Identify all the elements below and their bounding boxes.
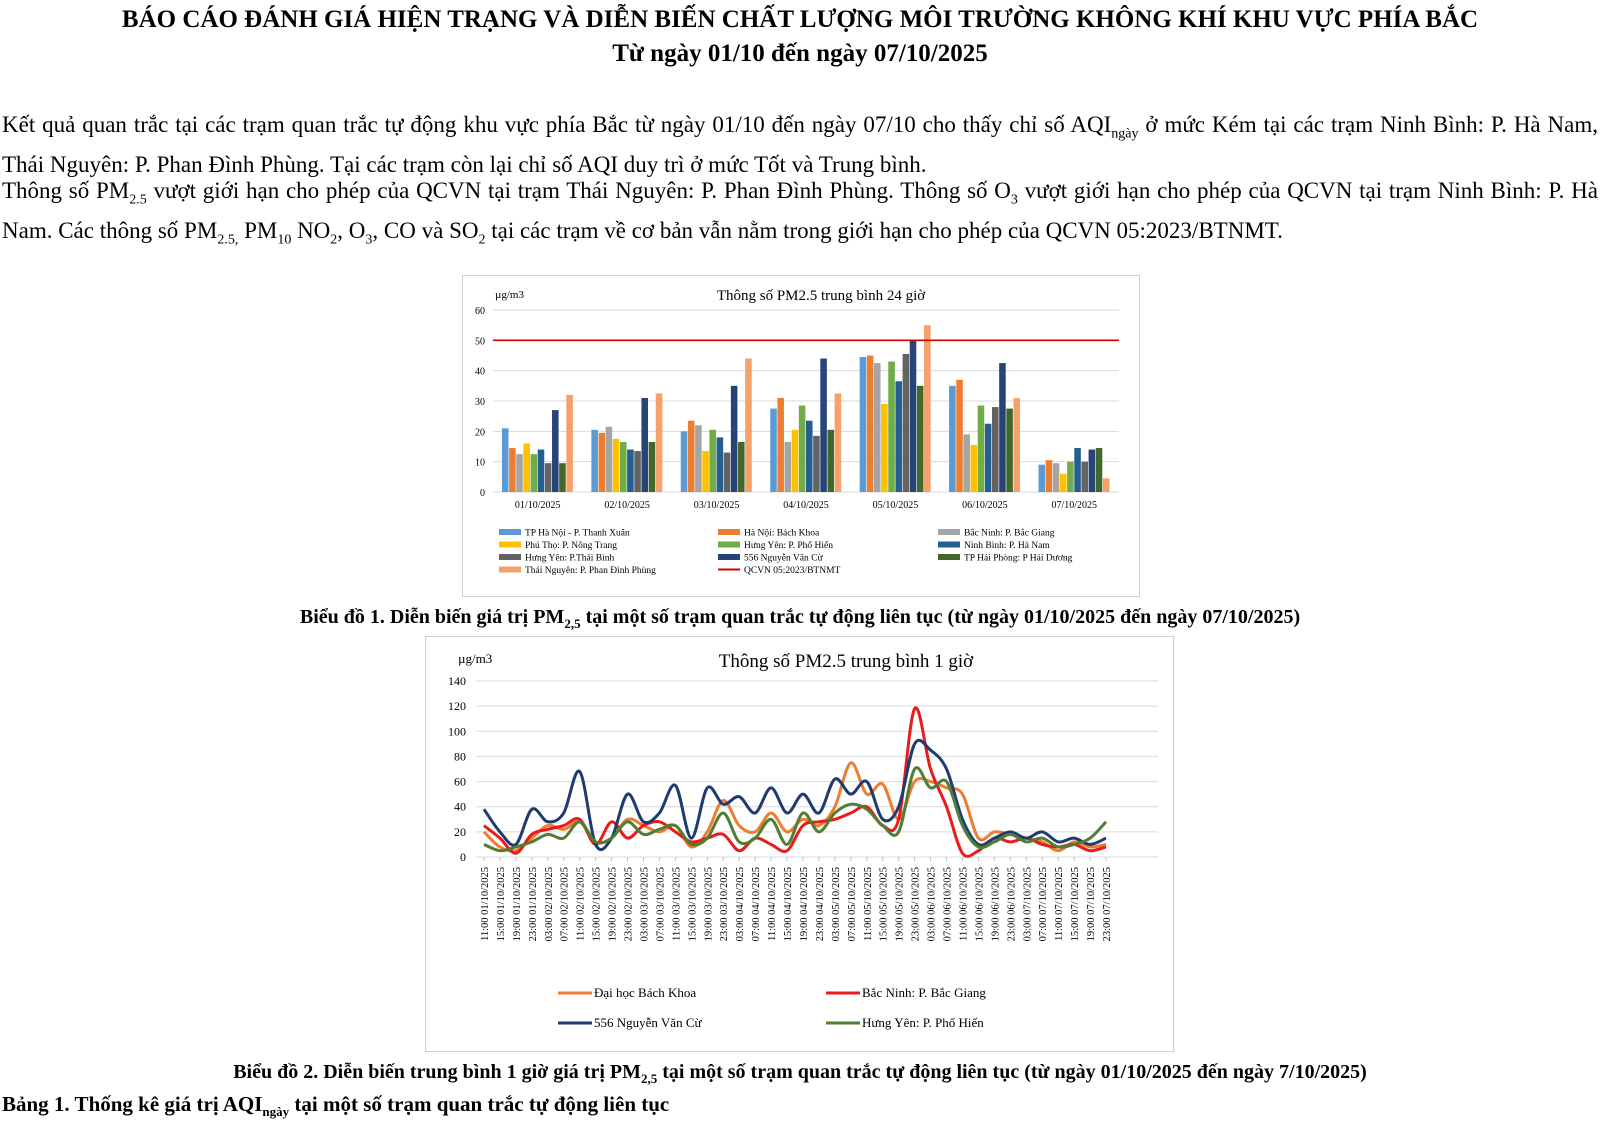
chart1-bar <box>1013 398 1020 492</box>
chart2-xtick: 23:00 07/10/2025 <box>1102 867 1114 942</box>
chart2-xtick: 19:00 02/10/2025 <box>607 867 619 942</box>
paragraph-aqi-b: ở mức Kém tại các trạm Ninh Bình: P. Hà Nam, Thái Nguyên: P. Phan Đình Phùng. Tại các trạm còn lại chỉ số AQI duy trì ở mức Tốt và Trung bình. <box>2 112 1598 177</box>
chart1-bar <box>813 436 820 492</box>
chart-pm25-1h-box <box>425 636 1174 1052</box>
chart2-ytick: 100 <box>448 724 466 739</box>
chart2-xtick: 11:00 06/10/2025 <box>958 867 970 941</box>
chart1-bar <box>860 357 867 492</box>
chart2-xtick: 23:00 03/10/2025 <box>719 867 731 942</box>
chart1-bar <box>552 410 559 492</box>
chart1-bar <box>985 424 992 492</box>
chart1-bar <box>917 386 924 492</box>
p2-c: vượt giới hạn cho phép của QCVN tại trạm Ninh Bình: P. Hà Nam. Các thông số PM <box>2 178 1598 243</box>
chart1-ytick: 20 <box>475 427 485 439</box>
chart2-ytick: 140 <box>448 674 466 688</box>
chart1-bar <box>591 430 598 492</box>
chart1-legend-label: Bắc Ninh: P. Bắc Giang <box>964 528 1055 539</box>
chart2-xtick: 15:00 05/10/2025 <box>878 867 890 942</box>
chart1-legend-swatch <box>718 529 740 535</box>
chart1-bar <box>606 427 613 492</box>
p2-sub1: 2.5 <box>129 192 147 208</box>
chart2-xtick: 03:00 04/10/2025 <box>735 867 747 942</box>
p2-e: NO <box>291 217 331 243</box>
p2-g: , CO và SO <box>372 217 479 243</box>
chart1-bar <box>599 433 606 492</box>
chart1-bar <box>627 450 634 492</box>
chart1-bar <box>613 439 620 492</box>
chart2-ytick: 20 <box>454 824 466 839</box>
chart1-legend-label: Ninh Bình: P. Hà Nam <box>964 541 1050 551</box>
p2-d: PM <box>238 217 278 243</box>
chart1-bar <box>649 442 656 492</box>
chart1-legend-swatch <box>718 542 740 548</box>
chart1-xtick: 06/10/2025 <box>962 500 1008 511</box>
chart1-bar <box>1046 460 1053 492</box>
chart2-xtick: 03:00 06/10/2025 <box>926 867 938 942</box>
p2-sub6: 3 <box>365 232 373 248</box>
chart-pm25-1h <box>426 637 1173 1051</box>
chart1-bar <box>620 442 627 492</box>
chart1-bar <box>924 325 931 492</box>
chart2-xtick: 11:00 07/10/2025 <box>1054 867 1066 941</box>
chart1-legend-swatch <box>938 554 960 560</box>
chart2-caption <box>0 1061 1600 1087</box>
paragraph-aqi <box>2 110 1598 180</box>
chart2-legend-label: 556 Nguyễn Văn Cừ <box>594 1015 702 1030</box>
table1-label <box>2 1092 669 1120</box>
p2-sub7: 2 <box>478 232 486 248</box>
p2-f: , O <box>337 217 366 243</box>
chart1-legend-label: Hưng Yên: P. Phố Hiến <box>744 541 833 551</box>
chart2-xtick: 15:00 07/10/2025 <box>1070 867 1082 942</box>
chart1-bar <box>1067 462 1074 492</box>
chart1-bar <box>702 451 709 492</box>
p2-sub3: 2.5, <box>217 232 239 248</box>
chart2-xtick: 11:00 02/10/2025 <box>575 867 587 941</box>
chart1-xtick: 05/10/2025 <box>872 500 919 511</box>
chart1-xtick: 07/10/2025 <box>1051 500 1098 511</box>
chart2-xtick: 15:00 01/10/2025 <box>495 867 507 942</box>
chart1-title: Thông số PM2.5 trung bình 24 giờ <box>716 288 926 304</box>
paragraph-parameters <box>2 176 1598 255</box>
chart2-xtick: 15:00 02/10/2025 <box>591 867 603 942</box>
chart2-xtick: 23:00 01/10/2025 <box>527 867 539 942</box>
chart1-ytick: 0 <box>480 488 485 499</box>
chart2-legend-label: Hưng Yên: P. Phố Hiến <box>862 1015 984 1030</box>
p2-b: vượt giới hạn cho phép của QCVN tại trạm Thái Nguyên: P. Phan Đình Phùng. Thông số O <box>146 178 1011 203</box>
chart1-bar <box>777 398 784 492</box>
chart1-bar <box>1096 448 1103 492</box>
paragraph-aqi-a: Kết quả quan trắc tại các trạm quan trắc tự động khu vực phía Bắc từ ngày 01/10 đến ngày 07/10 cho thấy chỉ số AQI <box>2 112 1112 137</box>
chart2-xtick: 11:00 05/10/2025 <box>862 867 874 941</box>
chart1-ytick: 30 <box>475 397 485 408</box>
chart2-xtick: 23:00 04/10/2025 <box>814 867 826 942</box>
table1-label-a: Bảng 1. Thống kê giá trị AQI <box>2 1092 263 1116</box>
chart1-legend-label: QCVN 05:2023/BTNMT <box>744 566 841 576</box>
chart1-bar <box>717 437 724 492</box>
p2-a: Thông số PM <box>2 178 130 203</box>
chart1-xtick: 01/10/2025 <box>514 500 561 511</box>
chart2-xtick: 11:00 01/10/2025 <box>479 867 491 941</box>
chart2-xtick: 15:00 04/10/2025 <box>783 867 795 942</box>
chart2-xtick: 11:00 03/10/2025 <box>671 867 683 941</box>
chart-pm25-24h-box <box>462 275 1140 597</box>
chart1-bar <box>531 454 538 492</box>
chart1-bar <box>523 443 530 492</box>
chart1-bar <box>903 354 910 492</box>
chart1-bar <box>785 442 792 492</box>
chart1-bar <box>963 434 970 492</box>
chart1-bar <box>956 380 963 492</box>
chart2-ylabel: µg/m3 <box>458 651 493 666</box>
chart1-ytick: 60 <box>475 306 485 317</box>
chart2-xtick: 15:00 06/10/2025 <box>974 867 986 942</box>
chart1-legend-label: Hà Nội: Bách Khoa <box>744 528 820 539</box>
chart1-bar <box>1103 478 1110 492</box>
chart1-bar <box>1006 409 1013 492</box>
chart2-xtick: 03:00 07/10/2025 <box>1022 867 1034 942</box>
chart2-ytick: 0 <box>460 850 466 864</box>
chart1-bar <box>509 448 516 492</box>
chart2-xtick: 19:00 03/10/2025 <box>703 867 715 942</box>
chart1-legend-label: Phú Thọ: P. Nông Trang <box>525 541 617 551</box>
chart1-bar <box>799 406 806 492</box>
chart1-bar <box>992 407 999 492</box>
chart2-xtick: 23:00 02/10/2025 <box>623 867 635 942</box>
chart2-xtick: 15:00 03/10/2025 <box>687 867 699 942</box>
chart1-bar <box>731 386 738 492</box>
chart1-caption-sub: 2,5 <box>564 616 581 631</box>
chart1-legend-swatch <box>499 567 521 573</box>
table1-label-b: tại một số trạm quan trắc tự động liên tục <box>289 1092 670 1116</box>
chart1-bar <box>949 386 956 492</box>
chart1-legend-swatch <box>718 554 740 560</box>
chart1-bar <box>502 428 509 492</box>
chart1-bar <box>820 359 827 492</box>
chart1-bar <box>827 430 834 492</box>
chart1-bar <box>971 445 978 492</box>
table1-label-sub: ngày <box>262 1104 290 1120</box>
chart2-ytick: 40 <box>454 799 466 814</box>
chart1-xtick: 04/10/2025 <box>783 500 829 511</box>
chart1-bar <box>806 421 813 492</box>
chart2-xtick: 07:00 06/10/2025 <box>942 867 954 942</box>
chart1-bar <box>867 356 874 493</box>
chart1-ytick: 50 <box>475 336 485 348</box>
chart1-bar <box>888 362 895 492</box>
chart1-bar <box>978 406 985 492</box>
chart2-xtick: 03:00 05/10/2025 <box>830 867 842 942</box>
chart2-xtick: 19:00 06/10/2025 <box>990 867 1002 942</box>
chart1-bar <box>1053 463 1060 492</box>
report-title: BÁO CÁO ĐÁNH GIÁ HIỆN TRẠNG VÀ DIỄN BIẾN CHẤT LƯỢNG MÔI TRƯỜNG KHÔNG KHÍ KHU VỰC PHÍA BẮC <box>121 6 1479 33</box>
chart1-bar <box>688 421 695 492</box>
chart1-xtick: 03/10/2025 <box>693 500 740 511</box>
chart2-ytick: 120 <box>448 699 466 714</box>
chart2-xtick: 03:00 02/10/2025 <box>543 867 555 942</box>
chart1-legend-label: Thái Nguyên: P. Phan Đình Phùng <box>525 566 656 576</box>
chart2-xtick: 07:00 05/10/2025 <box>846 867 858 942</box>
chart1-bar <box>745 359 752 492</box>
chart1-legend-label: 556 Nguyễn Văn Cừ <box>744 553 823 564</box>
chart1-bar <box>695 425 702 492</box>
chart1-bar <box>1074 448 1081 492</box>
chart2-xtick: 19:00 05/10/2025 <box>894 867 906 942</box>
chart1-ylabel: µg/m3 <box>495 289 524 301</box>
chart2-xtick: 07:00 04/10/2025 <box>751 867 763 942</box>
chart1-bar <box>999 363 1006 492</box>
chart2-xtick: 07:00 07/10/2025 <box>1038 867 1050 942</box>
chart1-legend-swatch <box>499 542 521 548</box>
chart2-caption-b: tại một số trạm quan trắc tự động liên tục (từ ngày 01/10/2025 đến ngày 7/10/2025) <box>657 1061 1367 1083</box>
chart2-caption-sub: 2,5 <box>640 1071 658 1086</box>
chart1-legend-swatch <box>499 529 521 535</box>
chart2-xtick: 03:00 03/10/2025 <box>639 867 651 942</box>
chart2-legend-label: Bắc Ninh: P. Bắc Giang <box>862 985 986 1000</box>
chart1-bar <box>656 393 663 492</box>
chart1-bar <box>634 451 641 492</box>
chart1-bar <box>1060 474 1067 492</box>
chart1-caption-a: Biểu đồ 1. Diễn biến giá trị PM <box>299 606 565 628</box>
chart1-legend-swatch <box>499 554 521 560</box>
chart2-xtick: 19:00 01/10/2025 <box>511 867 523 942</box>
chart2-ytick: 80 <box>454 749 466 764</box>
chart1-legend-swatch <box>938 529 960 535</box>
chart1-caption-b: tại một số trạm quan trắc tự động liên tục (từ ngày 01/10/2025 đến ngày 07/10/2025) <box>580 606 1301 628</box>
p2-h: tại các trạm về cơ bản vẫn nằm trong giới hạn cho phép của QCVN 05:2023/BTNMT. <box>485 217 1283 243</box>
chart1-bar <box>566 395 573 492</box>
chart2-legend-label: Đại học Bách Khoa <box>594 985 697 1000</box>
chart2-xtick: 19:00 07/10/2025 <box>1086 867 1098 942</box>
chart1-bar <box>738 442 745 492</box>
chart1-bar <box>538 450 545 492</box>
chart1-bar <box>792 430 799 492</box>
report-subtitle: Từ ngày 01/10 đến ngày 07/10/2025 <box>612 40 988 67</box>
chart-pm25-24h <box>463 276 1139 596</box>
chart1-bar <box>724 453 731 492</box>
chart1-bar <box>681 431 688 492</box>
chart1-bar <box>895 381 902 492</box>
chart1-legend-label: TP Hải Phòng: P Hải Dương <box>964 553 1073 564</box>
chart1-bar <box>559 463 566 492</box>
chart1-bar <box>1089 450 1096 492</box>
chart2-caption-a: Biểu đồ 2. Diễn biến trung bình 1 giờ giá trị PM <box>233 1061 641 1083</box>
chart2-xtick: 19:00 04/10/2025 <box>798 867 810 942</box>
chart2-xtick: 23:00 06/10/2025 <box>1006 867 1018 942</box>
p2-sub5: 2 <box>330 232 338 248</box>
chart1-bar <box>874 363 881 492</box>
chart1-bar <box>1081 462 1088 492</box>
chart1-xtick: 02/10/2025 <box>604 500 650 511</box>
chart2-ytick: 60 <box>454 774 466 789</box>
chart1-bar <box>516 454 523 492</box>
chart2-xtick: 07:00 02/10/2025 <box>559 867 571 942</box>
chart1-bar <box>770 409 777 492</box>
chart2-xtick: 23:00 05/10/2025 <box>910 867 922 942</box>
chart2-xtick: 11:00 04/10/2025 <box>767 867 779 941</box>
chart1-bar <box>835 393 842 492</box>
p2-sub2: 3 <box>1010 192 1018 208</box>
chart1-bar <box>709 430 716 492</box>
chart1-legend-label: TP Hà Nội - P. Thanh Xuân <box>525 528 630 539</box>
chart1-caption <box>0 606 1600 632</box>
chart1-bar <box>1039 465 1046 492</box>
chart1-ytick: 10 <box>475 457 485 469</box>
chart1-bar <box>545 463 552 492</box>
paragraph-aqi-sub: ngày <box>1111 126 1139 142</box>
chart1-bar <box>881 404 888 492</box>
chart1-legend-label: Hưng Yên: P.Thái Bình <box>525 553 615 564</box>
chart1-legend-swatch <box>938 542 960 548</box>
chart1-bar <box>910 340 917 492</box>
chart1-bar <box>641 398 648 492</box>
chart1-ytick: 40 <box>475 366 485 378</box>
chart2-xtick: 07:00 03/10/2025 <box>655 867 667 942</box>
chart2-title: Thông số PM2.5 trung bình 1 giờ <box>718 651 974 672</box>
p2-sub4: 10 <box>277 232 292 248</box>
